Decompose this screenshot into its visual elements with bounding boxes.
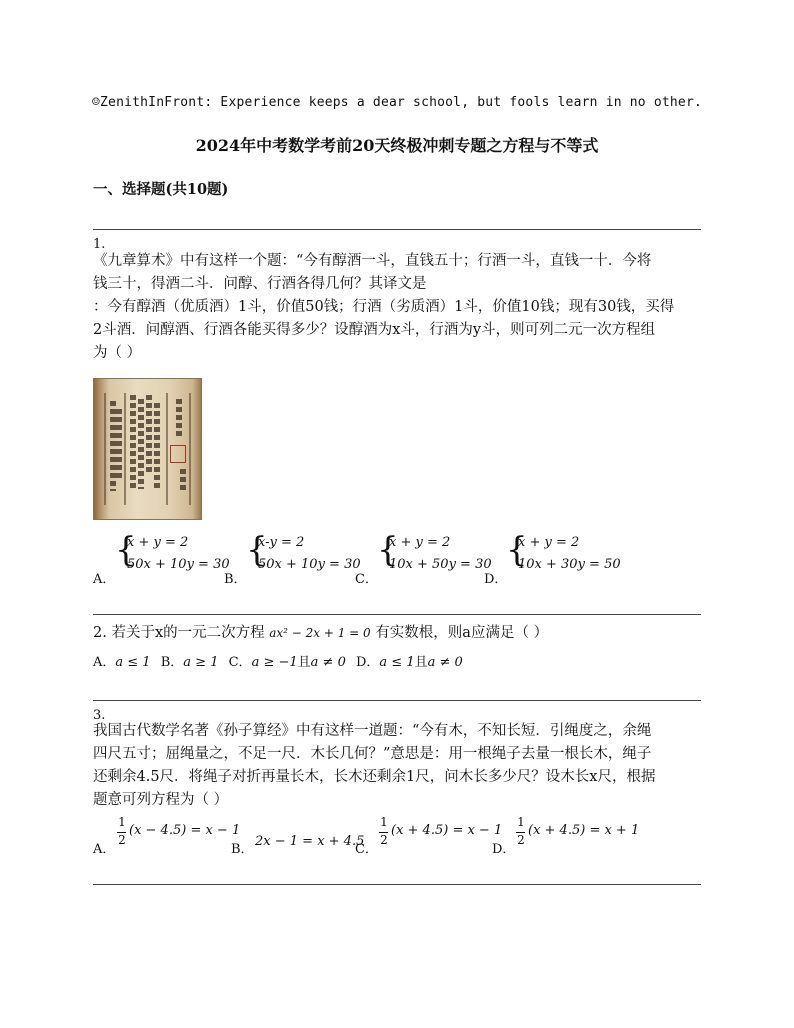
- q1-text-line: 为（ ）: [93, 345, 142, 361]
- option-label: D．: [492, 842, 516, 857]
- half-denominator: 2: [118, 833, 126, 847]
- divider: [93, 700, 701, 701]
- option-expr: a ≠ 0: [427, 655, 463, 670]
- option-expr: a ≥ 1: [183, 655, 219, 670]
- document-title: 2024年中考数学考前20天终极冲刺专题之方程与不等式: [195, 136, 599, 155]
- q3-text-line: 四尺五寸；屈绳量之，不足一尺．木长几何？”意思是：用一根绳子去量一根长木，绳子: [93, 746, 652, 762]
- equation: 50x + 10y = 30: [127, 557, 230, 572]
- q1-text-line: ：今有醇酒（优质酒）1斗，价值50钱；行酒（劣质酒）1斗，价值10钱；现有30钱，买得: [93, 299, 675, 315]
- equation: x + y = 2: [389, 535, 451, 550]
- q2-option-c[interactable]: [229, 655, 346, 670]
- option-expr: (x + 4.5) = x + 1: [528, 823, 640, 838]
- option-label: A．: [93, 655, 116, 670]
- option-suffix: 且: [297, 655, 311, 670]
- option-expr: a ≥ −1: [251, 655, 298, 670]
- half-numerator: 1: [517, 815, 525, 829]
- option-expr: (x + 4.5) = x − 1: [391, 823, 503, 838]
- q2-option-a[interactable]: [93, 655, 151, 670]
- q3-number: 3.: [93, 708, 106, 723]
- divider: [93, 884, 701, 885]
- ancient-book-image: [93, 378, 202, 520]
- q2-options: [93, 651, 463, 670]
- equation: 50x + 10y = 30: [258, 557, 361, 572]
- option-label: B．: [231, 842, 254, 857]
- option-expr: (x − 4.5) = x − 1: [129, 823, 241, 838]
- q3-text-line: 我国古代数学名著《孙子算经》中有这样一道题：“今有木，不知长短．引绳度之，余绳: [93, 723, 652, 739]
- q1-text: [93, 250, 705, 365]
- option-expr: a ≤ 1: [115, 655, 151, 670]
- option-label: D．: [484, 572, 508, 587]
- option-label: C．: [355, 572, 378, 587]
- equation: 10x + 50y = 30: [389, 557, 492, 572]
- section-heading: 一、选择题(共10题): [93, 181, 229, 198]
- q3-text-line: 题意可列方程为（ ）: [93, 792, 229, 808]
- option-expr: 2x − 1 = x + 4.5: [255, 834, 365, 849]
- header-quote: ☺ZenithInFront: Experience keeps a dear school, but fools learn in no other.: [91, 95, 703, 110]
- equation: 10x + 30y = 50: [518, 557, 621, 572]
- option-label: C．: [355, 842, 378, 857]
- q3-text-line: 还剩余4.5尺．将绳子对折再量长木，长木还剩余1尺，问木长多少尺？设木长x尺，根据: [93, 769, 656, 785]
- option-label: C．: [228, 655, 252, 670]
- divider: [93, 614, 701, 615]
- q2-text-after: 有实数根，则a应满足（ ）: [375, 625, 549, 641]
- option-expr: a ≠ 0: [310, 655, 346, 670]
- q1-text-line: 《九章算术》中有这样一个题：“今有醇酒一斗，直钱五十；行酒一斗，直钱一十．今将: [93, 253, 652, 269]
- half-denominator: 2: [380, 833, 388, 847]
- option-label: B．: [160, 655, 184, 670]
- half-numerator: 1: [118, 815, 126, 829]
- option-label: B．: [224, 572, 247, 587]
- q1-number: 1.: [93, 237, 106, 252]
- q2-text: [93, 622, 713, 645]
- option-label: A．: [93, 842, 116, 857]
- equation: x + y = 2: [127, 535, 189, 550]
- q1-text-line: 钱三十，得酒二斗．问醇、行酒各得几何？其译文是: [93, 276, 427, 292]
- equation: x-y = 2: [258, 535, 305, 550]
- q1-text-line: 2斗酒．问醇酒、行酒各能买得多少？设醇酒为x斗，行酒为y斗，则可列二元一次方程组: [93, 322, 656, 338]
- half-numerator: 1: [380, 815, 388, 829]
- equation: x + y = 2: [518, 535, 580, 550]
- option-suffix: 且: [414, 655, 428, 670]
- option-label: D．: [355, 655, 380, 670]
- q3-text: [93, 720, 705, 812]
- q2-option-b[interactable]: [161, 655, 219, 670]
- q2-option-d[interactable]: [356, 655, 463, 670]
- divider: [93, 229, 701, 230]
- half-denominator: 2: [517, 833, 525, 847]
- option-expr: a ≤ 1: [379, 655, 415, 670]
- option-label: A．: [93, 572, 116, 587]
- q2-number-text: 2. 若关于x的一元二次方程: [93, 625, 265, 641]
- q2-equation: ax² − 2x + 1 = 0: [269, 626, 371, 640]
